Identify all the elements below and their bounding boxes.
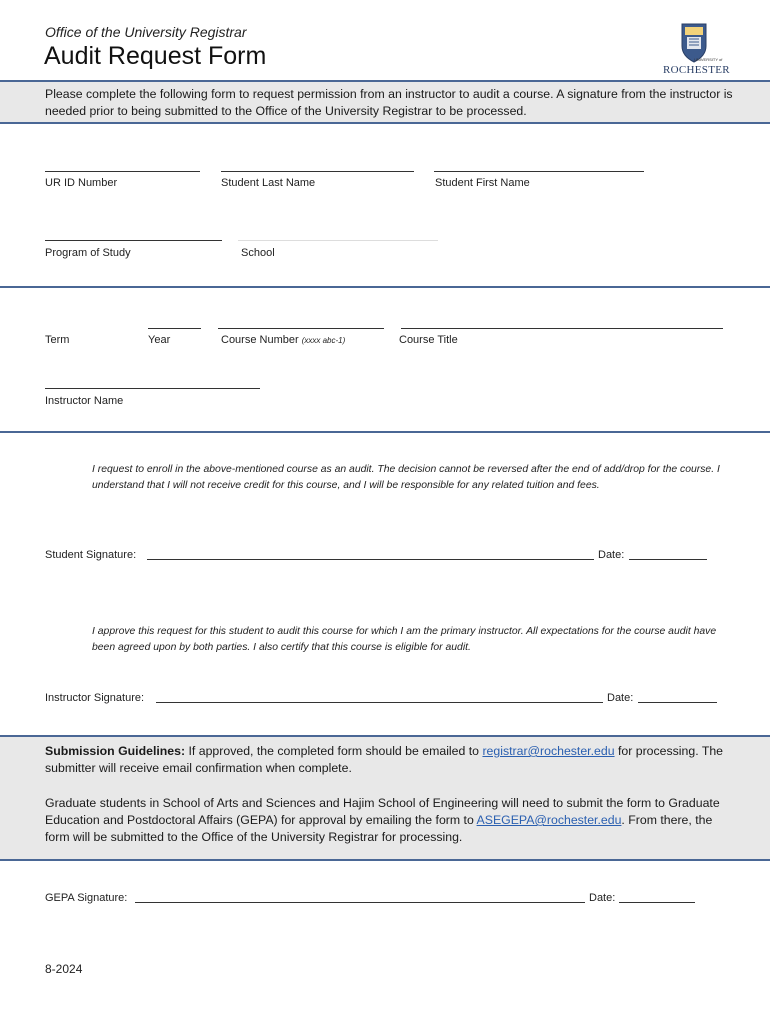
instructor-signature-row [45,692,144,704]
gepa-signature-input[interactable] [135,902,585,903]
gepa-signature-label: GEPA Signature: [45,892,128,904]
registrar-email-link[interactable]: registrar@rochester.edu [482,744,615,758]
last-name-label: Student Last Name [221,177,316,189]
instructor-signature-input[interactable] [156,702,603,703]
year-label: Year [148,334,171,346]
term-label: Term [45,334,70,346]
logo-small-text: UNIVERSITY of [694,57,723,62]
program-input[interactable] [45,240,222,241]
first-name-label: Student First Name [435,177,530,189]
submission-paragraph-2 [45,795,735,846]
student-signature-label: Student Signature: [45,549,137,561]
school-label: School [241,247,275,259]
instructor-date-input[interactable] [638,702,717,703]
ur-id-input[interactable] [45,171,200,172]
first-name-input[interactable] [434,171,644,172]
logo-name: ROCHESTER [663,64,730,76]
program-label: Program of Study [45,247,131,259]
student-date-label: Date: [598,549,625,561]
submission-p1-text: If approved, the completed form should be emailed to [188,744,480,758]
ur-id-label: UR ID Number [45,177,118,189]
student-statement: I request to enroll in the above-mentioned course as an audit. The decision cannot be reversed after the end of add/drop for the course. I understand that I will not receive credit for this course, and I will be responsible for any related tuition and fees. [92,464,720,491]
student-date-input[interactable] [629,559,707,560]
course-title-label: Course Title [399,334,458,346]
submission-p2-tail: . From there, the form will be submitted to the Office of the University Registrar for processing. [45,813,713,844]
university-logo [660,22,728,78]
instructor-signature-label: Instructor Signature: [45,692,145,704]
submission-heading: Submission Guidelines: [45,744,186,758]
course-number-label [221,334,345,346]
form-version: 8-2024 [45,962,83,976]
gepa-date-label: Date: [589,892,616,904]
instructor-statement: I approve this request for this student to audit this course for which I am the primary instructor. All expectations for the course audit have been agreed upon by both parties. I also certify that this course is eligible for audit. [92,626,717,653]
gepa-date-input[interactable] [619,902,695,903]
office-name: Office of the University Registrar [45,24,247,40]
intro-text: Please complete the following form to request permission from an instructor to audit a course. A signature from the instructor is needed prior to being submitted to the Office of the University Registrar to be processed. [45,87,733,118]
course-number-input[interactable] [218,328,384,329]
school-input[interactable] [238,240,438,241]
submission-paragraph-1 [45,743,735,777]
course-number-text: Course Number [221,334,299,346]
course-title-input[interactable] [401,328,723,329]
form-title: Audit Request Form [44,42,267,70]
submission-p1-tail: for processing. The submitter will receive email confirmation when complete. [45,744,724,775]
submission-p2-text: Graduate students in School of Arts and Sciences and Hajim School of Engineering will need to submit the form to Graduate Education and Postdoctoral Affairs (GEPA) for approval by emailing the form to [45,796,720,827]
last-name-input[interactable] [221,171,414,172]
year-input[interactable] [148,328,201,329]
student-signature-input[interactable] [147,559,594,560]
instructor-date-label: Date: [607,692,634,704]
section-divider [0,431,770,433]
course-number-hint: (xxxx abc-1) [301,336,346,345]
section-divider [0,286,770,288]
instructor-name-label: Instructor Name [45,395,124,407]
instructor-name-input[interactable] [45,388,260,389]
student-signature-row [45,549,136,561]
gepa-email-link[interactable]: ASEGEPA@rochester.edu [476,813,622,827]
